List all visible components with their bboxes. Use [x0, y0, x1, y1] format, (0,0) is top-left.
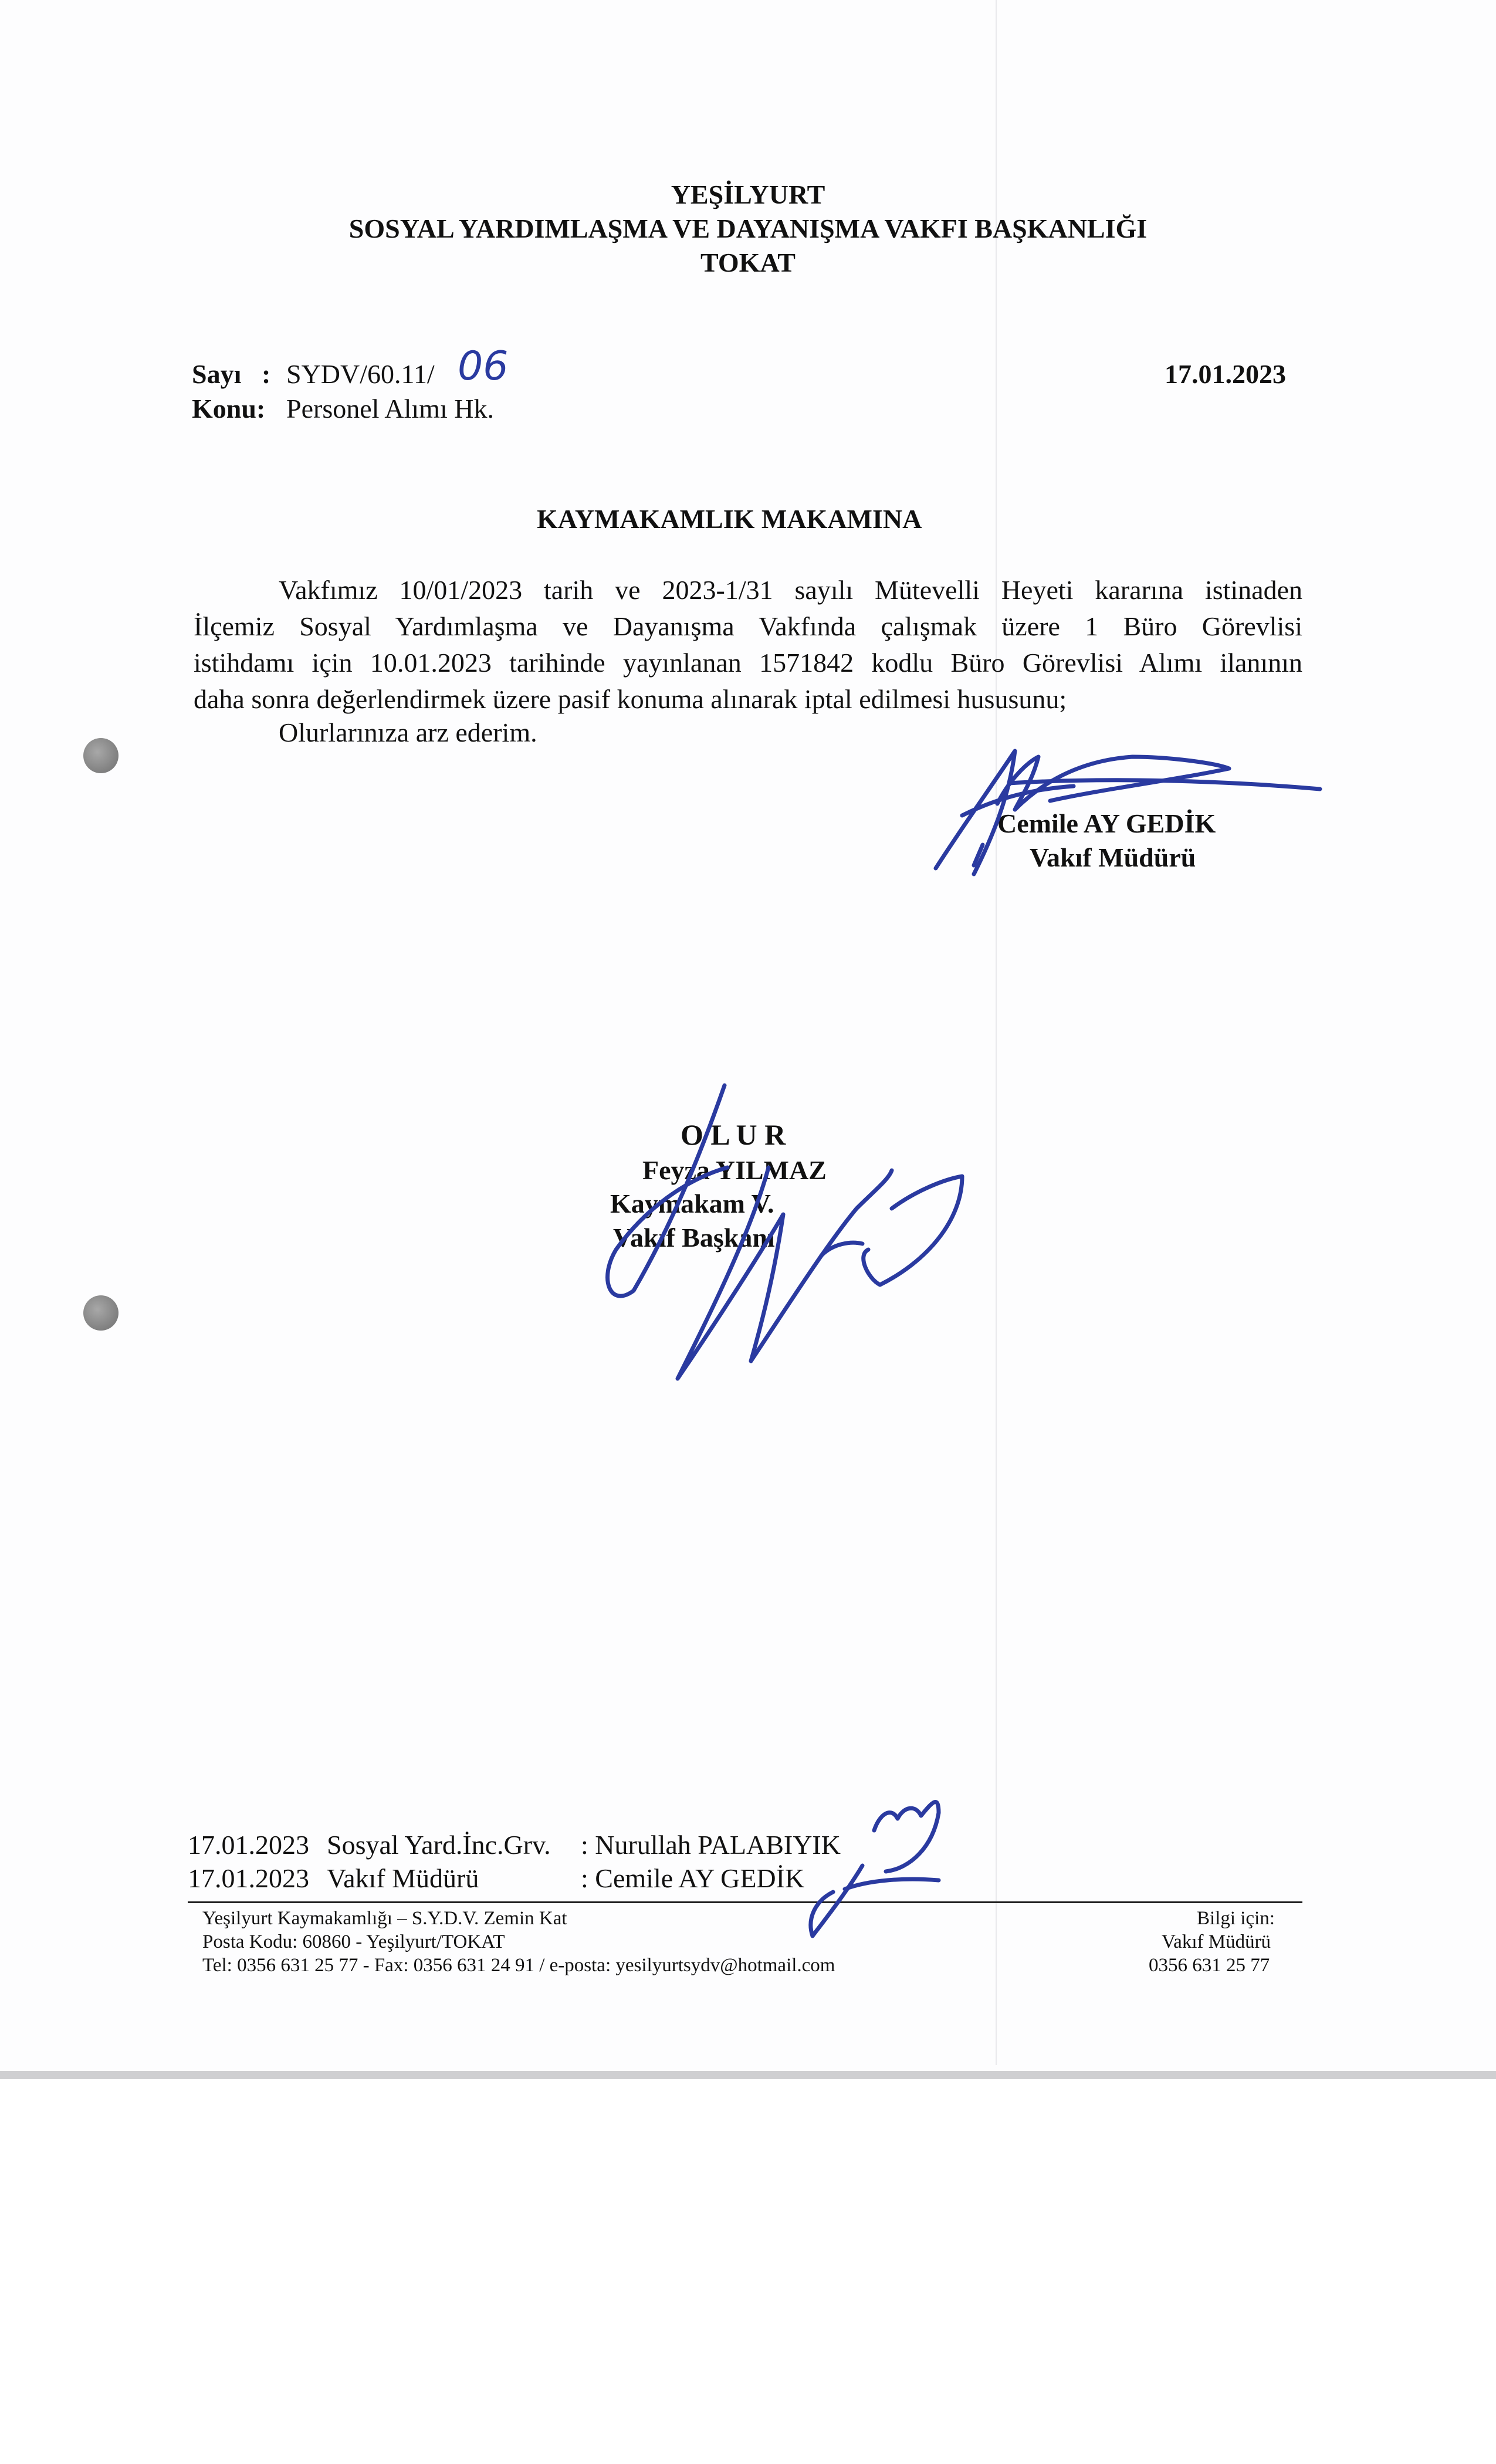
konu-value: Personel Alımı Hk. [286, 394, 494, 424]
sayi-value: SYDV/60.11/ [286, 359, 435, 389]
header-line-2: SOSYAL YARDIMLAŞMA VE DAYANIŞMA VAKFI BAŞKANLIĞI [348, 214, 1148, 243]
footer-address-2: Posta Kodu: 60860 - Yeşilyurt/TOKAT [202, 1931, 505, 1952]
konu-label: Konu: [192, 394, 266, 424]
sayi-label: Sayı [192, 359, 242, 389]
approver-name: Feyza YILMAZ [642, 1155, 827, 1185]
footer-info-phone: 0356 631 25 77 [1149, 1955, 1270, 1976]
body-line-1: Vakfımız 10/01/2023 tarih ve 2023-1/31 sayılı Mütevelli Heyeti kararına istinaden [279, 575, 1302, 605]
paraph-row2-name: : Cemile AY GEDİK [581, 1863, 805, 1893]
paraph-row2-date: 17.01.2023 [188, 1863, 309, 1893]
signatory-name: Cemile AY GEDİK [997, 808, 1216, 838]
closing: Olurlarınıza arz ederim. [279, 717, 537, 747]
body-line-2: İlçemiz Sosyal Yardımlaşma ve Dayanışma Vakfında çalışmak üzere 1 Büro Görevlisi [194, 611, 1302, 641]
approver-title-2: Vakıf Başkanı [613, 1223, 775, 1253]
footer-divider [188, 1901, 1302, 1903]
header-line-3: TOKAT [700, 248, 796, 277]
header-line-1: YEŞİLYURT [671, 180, 825, 209]
signatory-title: Vakıf Müdürü [1030, 842, 1196, 872]
footer-info-title: Vakıf Müdürü [1162, 1931, 1271, 1952]
approver-title-1: Kaymakam V. [610, 1189, 774, 1219]
paraph-row2-role: Vakıf Müdürü [327, 1863, 479, 1893]
fold-line [996, 0, 997, 2065]
sayi-separator: : [262, 359, 271, 389]
footer-info-label: Bilgi için: [1197, 1908, 1275, 1929]
footer-contact: Tel: 0356 631 25 77 - Fax: 0356 631 24 91 / e-posta: yesilyurtsydv@hotmail.com [202, 1955, 835, 1976]
punch-hole-top [83, 738, 119, 773]
addressee: KAYMAKAMLIK MAKAMINA [537, 504, 922, 534]
body-line-4: daha sonra değerlendirmek üzere pasif konuma alınarak iptal edilmesi hususunu; [194, 684, 1067, 714]
document-date: 17.01.2023 [1165, 359, 1286, 389]
paraph-row1-name: : Nurullah PALABIYIK [581, 1830, 841, 1860]
body-line-3: istihdamı için 10.01.2023 tarihinde yayınlanan 1571842 kodlu Büro Görevlisi Alımı ilanının [194, 648, 1302, 678]
paraph-row1-role: Sosyal Yard.İnc.Grv. [327, 1830, 551, 1860]
punch-hole-bottom [83, 1295, 119, 1331]
sayi-handwritten-number: 06 [458, 343, 509, 390]
footer-address-1: Yeşilyurt Kaymakamlığı – S.Y.D.V. Zemin Kat [202, 1908, 567, 1929]
olur-heading: O L U R [681, 1118, 786, 1151]
paraph-row1-date: 17.01.2023 [188, 1830, 309, 1860]
